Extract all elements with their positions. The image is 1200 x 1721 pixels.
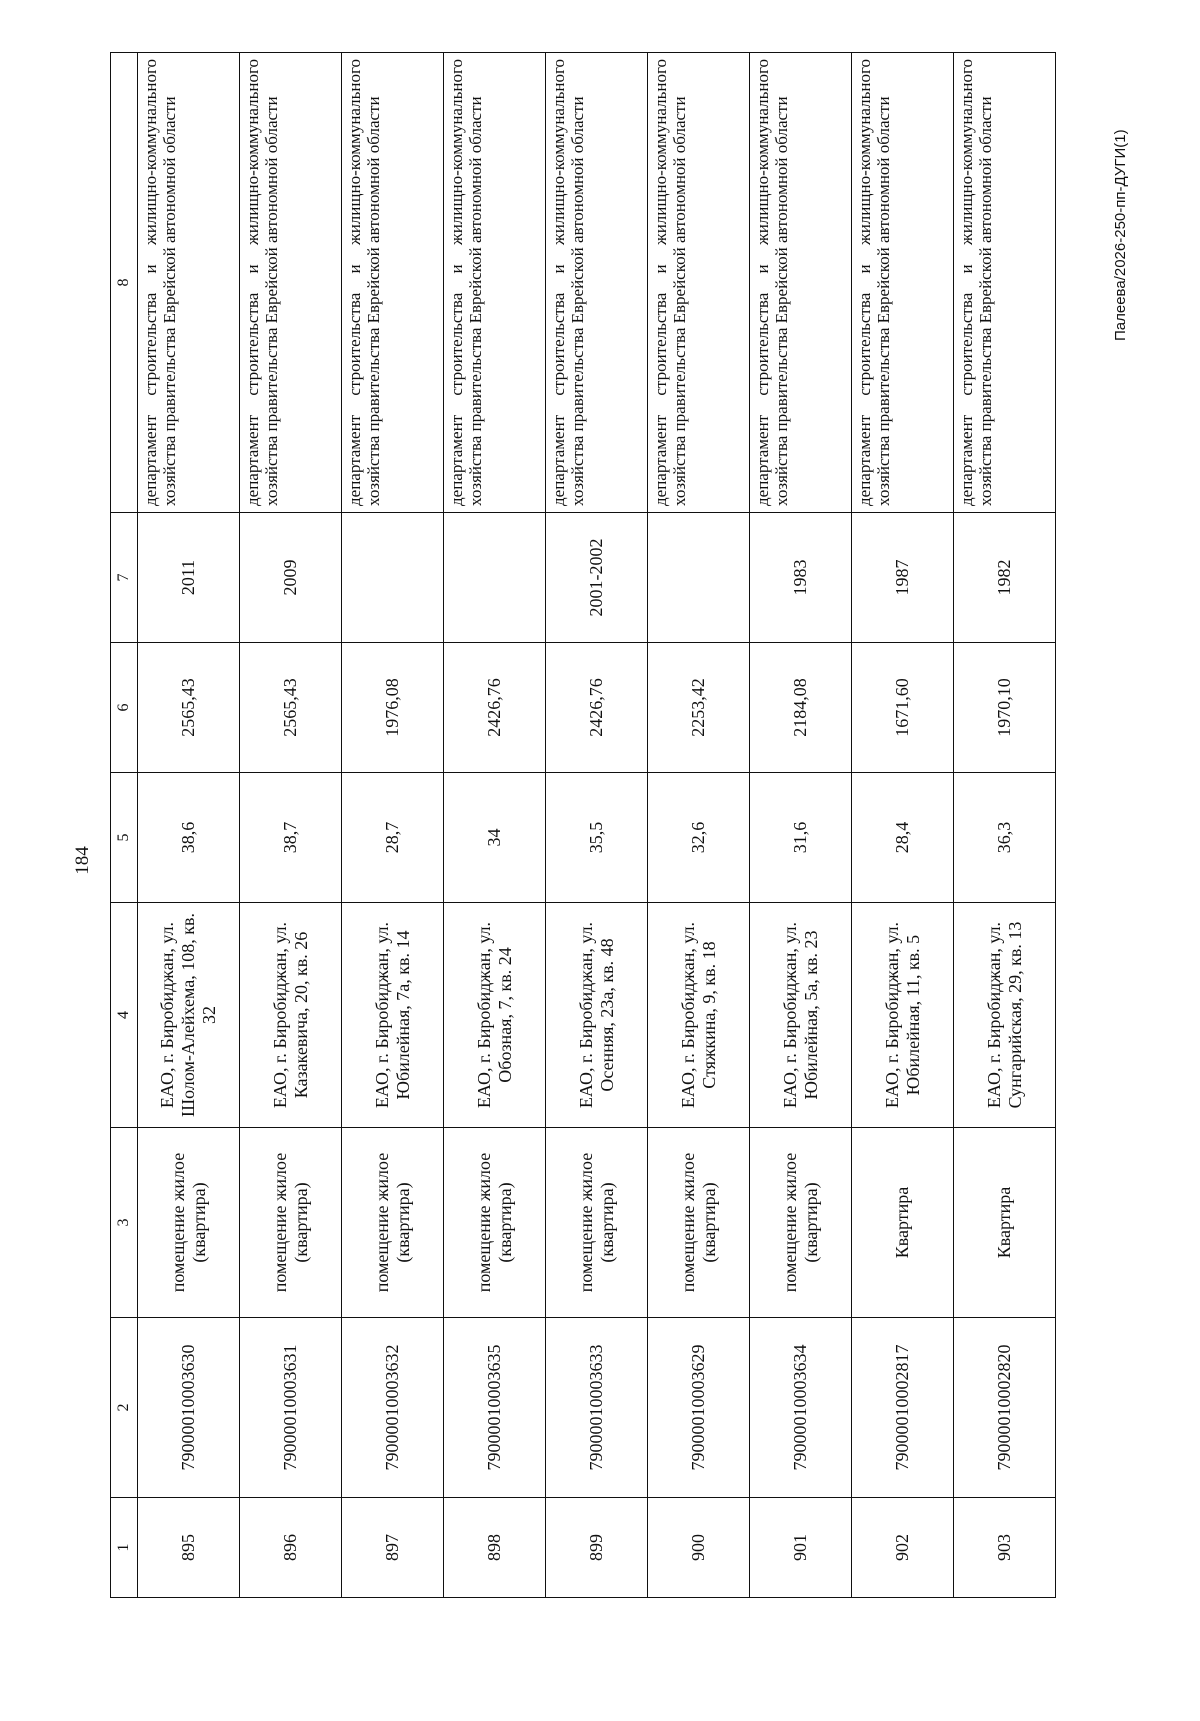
cadastral-number: 79000010003631 xyxy=(240,1318,342,1498)
property-value: 1976,08 xyxy=(342,643,444,773)
property-area: 35,5 xyxy=(546,773,648,903)
property-holder: департамент строительства и жилищно-коммунального хозяйства правительства Еврейской автономной области xyxy=(852,53,954,513)
property-holder: департамент строительства и жилищно-коммунального хозяйства правительства Еврейской автономной области xyxy=(954,53,1056,513)
build-year: 1987 xyxy=(852,513,954,643)
property-area: 36,3 xyxy=(954,773,1056,903)
header-row xyxy=(111,53,138,1598)
property-area: 38,6 xyxy=(138,773,240,903)
property-holder: департамент строительства и жилищно-коммунального хозяйства правительства Еврейской автономной области xyxy=(240,53,342,513)
column-header: 5 xyxy=(111,773,138,903)
column-header: 7 xyxy=(111,513,138,643)
table-row xyxy=(750,53,852,1598)
column-header: 8 xyxy=(111,53,138,513)
table-row xyxy=(546,53,648,1598)
property-holder: департамент строительства и жилищно-коммунального хозяйства правительства Еврейской автономной области xyxy=(546,53,648,513)
page-number: 184 xyxy=(72,846,93,875)
row-number: 896 xyxy=(240,1498,342,1598)
document-footer-code: Палеева/2026-250-пп-ДУГИ(1) xyxy=(1112,129,1129,341)
row-number: 902 xyxy=(852,1498,954,1598)
property-address: ЕАО, г. Биробиджан, ул. Сунгарийская, 29, кв. 13 xyxy=(954,903,1056,1128)
property-holder: департамент строительства и жилищно-коммунального хозяйства правительства Еврейской автономной области xyxy=(342,53,444,513)
property-address: ЕАО, г. Биробиджан, ул. Стяжкина, 9, кв. 18 xyxy=(648,903,750,1128)
table-row xyxy=(444,53,546,1598)
property-value: 2565,43 xyxy=(138,643,240,773)
build-year xyxy=(342,513,444,643)
property-area: 28,4 xyxy=(852,773,954,903)
property-type: помещение жилое (квартира) xyxy=(138,1128,240,1318)
cadastral-number: 79000010003633 xyxy=(546,1318,648,1498)
table-row xyxy=(342,53,444,1598)
column-header: 3 xyxy=(111,1128,138,1318)
property-area: 38,7 xyxy=(240,773,342,903)
property-value: 1671,60 xyxy=(852,643,954,773)
row-number: 903 xyxy=(954,1498,1056,1598)
property-address: ЕАО, г. Биробиджан, ул. Юбилейная, 5а, кв. 23 xyxy=(750,903,852,1128)
build-year: 1982 xyxy=(954,513,1056,643)
table-row xyxy=(648,53,750,1598)
column-header: 4 xyxy=(111,903,138,1128)
row-number: 898 xyxy=(444,1498,546,1598)
property-value: 1970,10 xyxy=(954,643,1056,773)
property-value: 2426,76 xyxy=(444,643,546,773)
property-address: ЕАО, г. Биробиджан, ул. Казакевича, 20, кв. 26 xyxy=(240,903,342,1128)
table-row xyxy=(852,53,954,1598)
property-type: помещение жилое (квартира) xyxy=(240,1128,342,1318)
column-header: 1 xyxy=(111,1498,138,1598)
cadastral-number: 79000010003629 xyxy=(648,1318,750,1498)
build-year xyxy=(444,513,546,643)
property-address: ЕАО, г. Биробиджан, ул. Осенняя, 23а, кв. 48 xyxy=(546,903,648,1128)
property-address: ЕАО, г. Биробиджан, ул. Юбилейная, 11, кв. 5 xyxy=(852,903,954,1128)
property-type: помещение жилое (квартира) xyxy=(546,1128,648,1318)
build-year xyxy=(648,513,750,643)
build-year: 2011 xyxy=(138,513,240,643)
property-area: 32,6 xyxy=(648,773,750,903)
property-type: помещение жилое (квартира) xyxy=(444,1128,546,1318)
build-year: 1983 xyxy=(750,513,852,643)
property-address: ЕАО, г. Биробиджан, ул. Обозная, 7, кв. 24 xyxy=(444,903,546,1128)
property-holder: департамент строительства и жилищно-коммунального хозяйства правительства Еврейской автономной области xyxy=(138,53,240,513)
row-number: 895 xyxy=(138,1498,240,1598)
table-row xyxy=(138,53,240,1598)
property-type: помещение жилое (квартира) xyxy=(648,1128,750,1318)
table-row xyxy=(240,53,342,1598)
property-value: 2184,08 xyxy=(750,643,852,773)
column-header: 2 xyxy=(111,1318,138,1498)
property-type: помещение жилое (квартира) xyxy=(750,1128,852,1318)
property-holder: департамент строительства и жилищно-коммунального хозяйства правительства Еврейской автономной области xyxy=(648,53,750,513)
row-number: 897 xyxy=(342,1498,444,1598)
row-number: 900 xyxy=(648,1498,750,1598)
property-value: 2253,42 xyxy=(648,643,750,773)
property-holder: департамент строительства и жилищно-коммунального хозяйства правительства Еврейской автономной области xyxy=(444,53,546,513)
property-value: 2565,43 xyxy=(240,643,342,773)
build-year: 2001-2002 xyxy=(546,513,648,643)
cadastral-number: 79000010003632 xyxy=(342,1318,444,1498)
property-type: помещение жилое (квартира) xyxy=(342,1128,444,1318)
row-number: 901 xyxy=(750,1498,852,1598)
cadastral-number: 79000010003630 xyxy=(138,1318,240,1498)
column-header: 6 xyxy=(111,643,138,773)
build-year: 2009 xyxy=(240,513,342,643)
property-address: ЕАО, г. Биробиджан, ул. Юбилейная, 7а, кв. 14 xyxy=(342,903,444,1128)
cadastral-number: 79000010003635 xyxy=(444,1318,546,1498)
property-holder: департамент строительства и жилищно-коммунального хозяйства правительства Еврейской автономной области xyxy=(750,53,852,513)
cadastral-number: 79000010003634 xyxy=(750,1318,852,1498)
cadastral-number: 79000010002817 xyxy=(852,1318,954,1498)
property-address: ЕАО, г. Биробиджан, ул. Шолом-Алейхема, 108, кв. 32 xyxy=(138,903,240,1128)
property-area: 28,7 xyxy=(342,773,444,903)
property-value: 2426,76 xyxy=(546,643,648,773)
property-type: Квартира xyxy=(954,1128,1056,1318)
property-type: Квартира xyxy=(852,1128,954,1318)
property-registry-table xyxy=(110,52,1056,1598)
property-area: 34 xyxy=(444,773,546,903)
row-number: 899 xyxy=(546,1498,648,1598)
table-row xyxy=(954,53,1056,1598)
cadastral-number: 79000010002820 xyxy=(954,1318,1056,1498)
property-area: 31,6 xyxy=(750,773,852,903)
